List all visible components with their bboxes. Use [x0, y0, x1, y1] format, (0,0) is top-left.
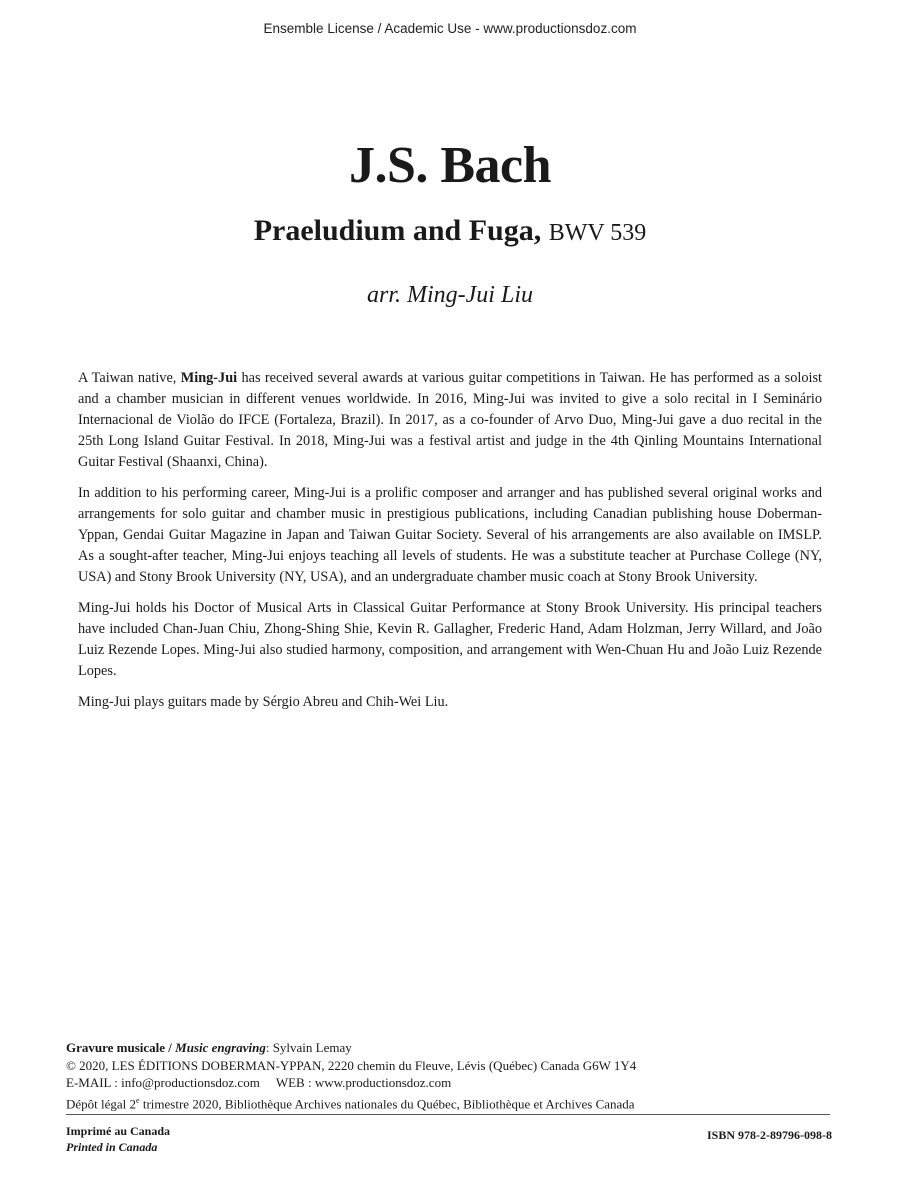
legal-deposit-line — [66, 1092, 836, 1113]
composer-title: J.S. Bach — [348, 137, 552, 194]
work-title — [0, 216, 900, 246]
bio-p1-name: Ming-Jui — [180, 370, 238, 386]
legal-post: trimestre 2020, Bibliothèque Archives nationales du Québec, Bibliothèque et Archives Canada — [139, 1095, 635, 1111]
license-header: Ensemble License / Academic Use - www.productionsdoz.com — [263, 21, 637, 36]
legal-sup: e — [136, 1095, 140, 1105]
bio-p1-intro: A Taiwan native, — [78, 370, 177, 386]
printed-en: Printed in Canada — [66, 1140, 158, 1154]
engraving-label-fr: Gravure musicale / — [66, 1040, 172, 1055]
bio-paragraph-2: In addition to his performing career, Ming-Jui is a prolific composer and arranger and has published several original works and arrangements for solo guitar and chamber music in prestigious publications, including Canadian publishing house Doberman-Yppan, Gendai Guitar Magazine in Japan and Taiwan Guitar Society. Several of his arrangements are also available on IMSLP. As a sought-after teacher, Ming-Jui enjoys teaching all levels of students. He was a substitute teacher at Purchase College (NY, USA) and Stony Brook University (NY, USA), and an undergraduate chamber music coach at Stony Brook University. — [78, 485, 822, 585]
printed-in — [66, 1123, 170, 1155]
work-name: Praeludium and Fuga, — [253, 214, 542, 247]
bio-paragraph-4: Ming-Jui plays guitars made by Sérgio Abreu and Chih-Wei Liu. — [78, 694, 449, 710]
isbn: ISBN 978-2-89796-098-8 — [707, 1128, 832, 1142]
engraving-name: : Sylvain Lemay — [265, 1040, 352, 1055]
biography — [78, 368, 822, 723]
web-text: WEB : www.productionsdoz.com — [275, 1075, 452, 1090]
engraving-credit — [66, 1039, 836, 1057]
contact-line — [66, 1074, 836, 1092]
copyright-line: © 2020, LES ÉDITIONS DOBERMAN-YPPAN, 2220 chemin du Fleuve, Lévis (Québec) Canada G6W 1Y4 — [66, 1057, 637, 1073]
bio-p1-rest: has received several awards at various guitar competitions in Taiwan. He has performed as a soloist and a chamber musician in different venues worldwide. In 2016, Ming-Jui was invited to give a solo recital in I Seminário Internacional de Violão do IFCE (Fortaleza, Brazil). In 2017, as a co-founder of Arvo Duo, Ming-Jui gave a duo recital in the 25th Long Island Guitar Festival. In 2018, Ming-Jui was a festival artist and judge in the 4th Qinling Mountains International Guitar Festival (Shaanxi, China). — [78, 370, 823, 470]
bio-paragraph-1 — [78, 368, 822, 473]
footer-divider — [66, 1114, 830, 1115]
arranger-credit: arr. Ming-Jui Liu — [366, 282, 533, 308]
engraving-label-en: Music engraving — [175, 1040, 266, 1055]
catalog-number: BWV 539 — [548, 220, 647, 246]
printed-fr: Imprimé au Canada — [66, 1124, 171, 1138]
email-text: E-MAIL : info@productionsdoz.com — [66, 1075, 260, 1090]
publisher-footer — [66, 1039, 836, 1112]
legal-pre: Dépôt légal 2 — [66, 1095, 137, 1111]
bio-paragraph-3: Ming-Jui holds his Doctor of Musical Arts in Classical Guitar Performance at Stony Brook University. His principal teachers have included Chan-Juan Chiu, Zhong-Shing Shie, Kevin R. Gallagher, Frederic Hand, Adam Holzman, Jerry Willard, and João Luiz Rezende Lopes. Ming-Jui also studied harmony, composition, and arrangement with Wen-Chuan Hu and João Luiz Rezende Lopes. — [78, 600, 822, 679]
